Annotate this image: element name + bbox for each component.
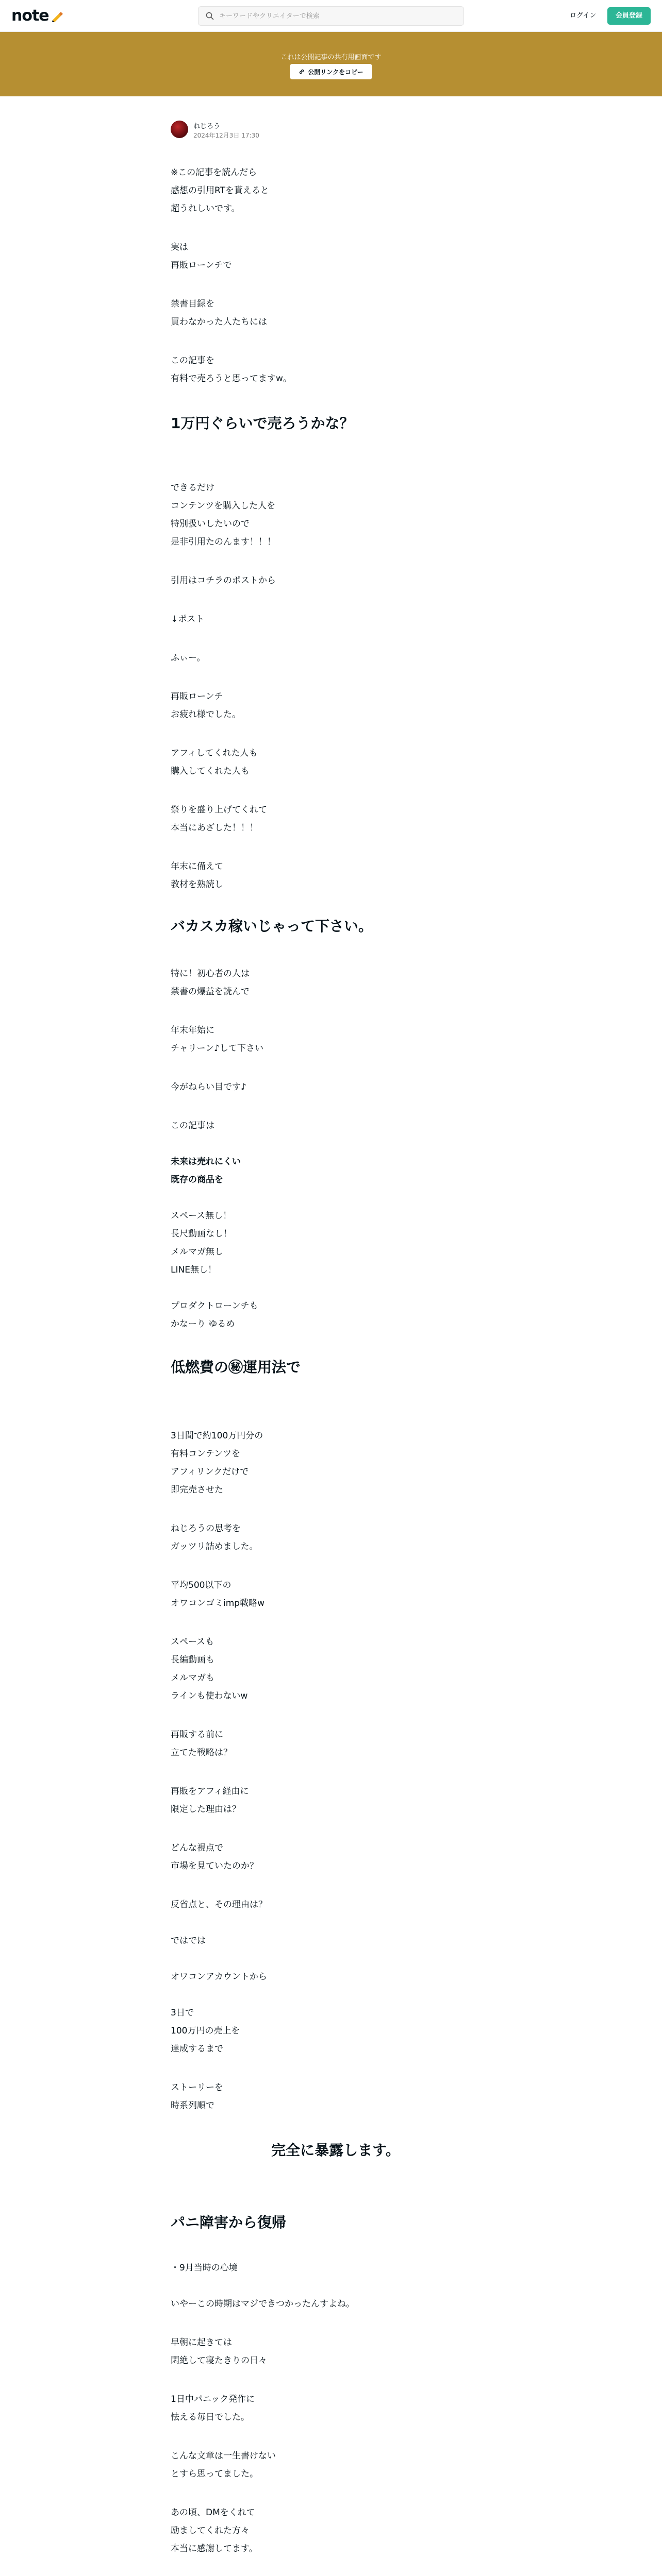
body-line: 是非引用たのんます！！！ bbox=[171, 537, 276, 547]
body-line: 教材を熟読し bbox=[171, 879, 223, 890]
body-line: ねじろうの思考を bbox=[171, 1523, 241, 1534]
body-line: 再販する前に bbox=[171, 1730, 223, 1740]
logo-pen-icon bbox=[51, 9, 64, 23]
body-line: 3日間で約100万円分の bbox=[171, 1431, 263, 1441]
publish-date: 2024年12月3日 17:30 bbox=[193, 132, 259, 139]
note-logo[interactable] bbox=[11, 7, 64, 25]
body-line: ↓ポスト bbox=[171, 614, 205, 624]
body-line: オワコンアカウントから bbox=[171, 1972, 267, 1982]
body-line: ガッツリ詰めました。 bbox=[171, 1541, 258, 1552]
body-line: 買わなかった人たちには bbox=[171, 317, 267, 327]
body-line: 超うれしいです。 bbox=[171, 204, 240, 214]
login-link[interactable]: ログイン bbox=[570, 12, 597, 20]
body-line: 有料コンテンツを bbox=[171, 1449, 241, 1459]
body-line: 平均500以下の bbox=[171, 1580, 231, 1590]
search-input[interactable] bbox=[219, 12, 456, 20]
signup-button[interactable]: 会員登録 bbox=[607, 7, 651, 25]
body-line: どんな視点で bbox=[171, 1843, 223, 1853]
section-heading: 低燃費の㊙運用法で bbox=[171, 1359, 301, 1376]
site-header bbox=[0, 0, 662, 32]
copy-link-label: 公開リンクをコピー bbox=[308, 68, 363, 76]
body-line: ・9月当時の心境 bbox=[171, 2263, 238, 2273]
copy-link-button[interactable] bbox=[290, 64, 372, 79]
body-line: こんな文章は一生書けない bbox=[171, 2451, 276, 2461]
body-line: ※この記事を読んだら bbox=[171, 167, 257, 178]
body-line: この記事を bbox=[171, 355, 214, 366]
body-line: 購入してくれた人も bbox=[171, 766, 250, 776]
link-icon bbox=[299, 69, 305, 75]
body-line: お疲れ様でした。 bbox=[171, 709, 241, 720]
body-line: あの頃、DMをくれて bbox=[171, 2507, 255, 2518]
body-line: 祭りを盛り上げてくれて bbox=[171, 805, 267, 815]
search-icon bbox=[206, 12, 214, 20]
author-name[interactable]: ねじろう bbox=[193, 123, 221, 130]
body-line: 反省点と、その理由は？ bbox=[171, 1900, 267, 1910]
body-line: 実は bbox=[171, 242, 188, 252]
author-avatar[interactable] bbox=[171, 121, 188, 138]
body-line: 引用はコチラのポストから bbox=[171, 575, 276, 586]
section-heading: 1万円ぐらいで売ろうかな？ bbox=[171, 415, 354, 432]
body-line: 100万円の売上を bbox=[171, 2026, 240, 2036]
body-line: 即完売させた bbox=[171, 1485, 223, 1495]
search-box[interactable] bbox=[198, 6, 464, 26]
body-line: ストーリーを bbox=[171, 2082, 223, 2093]
section-heading: パニ障害から復帰 bbox=[171, 2214, 287, 2231]
body-line: スペースも bbox=[171, 1637, 214, 1647]
body-line: いやーこの時期はマジできつかったんすよね。 bbox=[171, 2299, 355, 2309]
body-line: 怯える毎日でした。 bbox=[171, 2412, 250, 2422]
body-line: 長編動画も bbox=[171, 1655, 214, 1665]
body-line: オワコンゴミimp戦略w bbox=[171, 1598, 264, 1608]
body-line: 早朝に起きては bbox=[171, 2337, 232, 2348]
author-block bbox=[171, 120, 501, 142]
body-line: メルマガも bbox=[171, 1673, 214, 1683]
body-line: アフィリンクだけで bbox=[171, 1467, 249, 1477]
body-line: とすら思ってました。 bbox=[171, 2469, 258, 2479]
body-line: プロダクトローンチも bbox=[171, 1301, 258, 1311]
body-line: 1日中パニック発作に bbox=[171, 2394, 255, 2404]
body-line: ふぃー。 bbox=[171, 653, 206, 663]
body-line: 禁書の爆益を読んで bbox=[171, 987, 250, 997]
body-line: 立てた戦略は？ bbox=[171, 1748, 232, 1758]
body-line: 3日で bbox=[171, 2008, 194, 2018]
body-line: できるだけ bbox=[171, 483, 214, 493]
share-banner bbox=[0, 32, 662, 96]
body-line: コンテンツを購入した人を bbox=[171, 501, 276, 511]
body-line-bold: 既存の商品を bbox=[171, 1175, 223, 1185]
body-line: ではでは bbox=[171, 1936, 206, 1946]
section-heading: バカスカ稼いじゃって下さい。 bbox=[171, 918, 373, 935]
body-line: 再販をアフィ経由に bbox=[171, 1786, 249, 1797]
body-line: アフィしてくれた人も bbox=[171, 748, 258, 758]
body-line: ラインも使わないw bbox=[171, 1691, 248, 1701]
body-line: スペース無し！ bbox=[171, 1211, 232, 1221]
body-line: 達成するまで bbox=[171, 2044, 223, 2054]
body-line: かなーり ゆるめ bbox=[171, 1319, 235, 1329]
body-line: 年末に備えて bbox=[171, 861, 223, 872]
body-line: 再販ローンチ bbox=[171, 691, 223, 702]
body-line: 本当にあざした！！！ bbox=[171, 823, 258, 833]
body-line: メルマガ無し bbox=[171, 1247, 223, 1257]
body-line: 時系列順で bbox=[171, 2100, 214, 2111]
body-line: 市場を見ていたのか？ bbox=[171, 1861, 258, 1871]
body-line: 励ましてくれた方々 bbox=[171, 2526, 250, 2536]
section-heading: 完全に暴露します。 bbox=[271, 2142, 400, 2159]
body-line: 特別扱いしたいので bbox=[171, 519, 250, 529]
body-line: チャリーン♪して下さい bbox=[171, 1043, 263, 1054]
body-line-bold: 未来は売れにくい bbox=[171, 1157, 241, 1167]
logo-text: note bbox=[11, 7, 49, 25]
body-line: 感想の引用RTを貰えると bbox=[171, 185, 269, 196]
body-line: 限定した理由は？ bbox=[171, 1804, 241, 1815]
body-line: 長尺動画なし！ bbox=[171, 1229, 232, 1239]
body-line: 禁書目録を bbox=[171, 299, 214, 309]
body-line: この記事は bbox=[171, 1121, 214, 1131]
share-banner-message: これは公開記事の共有用画面です bbox=[280, 54, 382, 61]
body-line: 有料で売ろうと思ってますw。 bbox=[171, 374, 292, 384]
body-line: 年末年始に bbox=[171, 1025, 214, 1036]
body-line: 本当に感謝してます。 bbox=[171, 2544, 258, 2554]
body-line: 今がねらい目です♪ bbox=[171, 1082, 246, 1092]
body-line: LINE無し！ bbox=[171, 1265, 217, 1275]
body-line: 再販ローンチで bbox=[171, 260, 232, 270]
body-line: 特に！初心者の人は bbox=[171, 969, 250, 979]
body-line: 悶絶して寝たきりの日々 bbox=[171, 2355, 267, 2366]
